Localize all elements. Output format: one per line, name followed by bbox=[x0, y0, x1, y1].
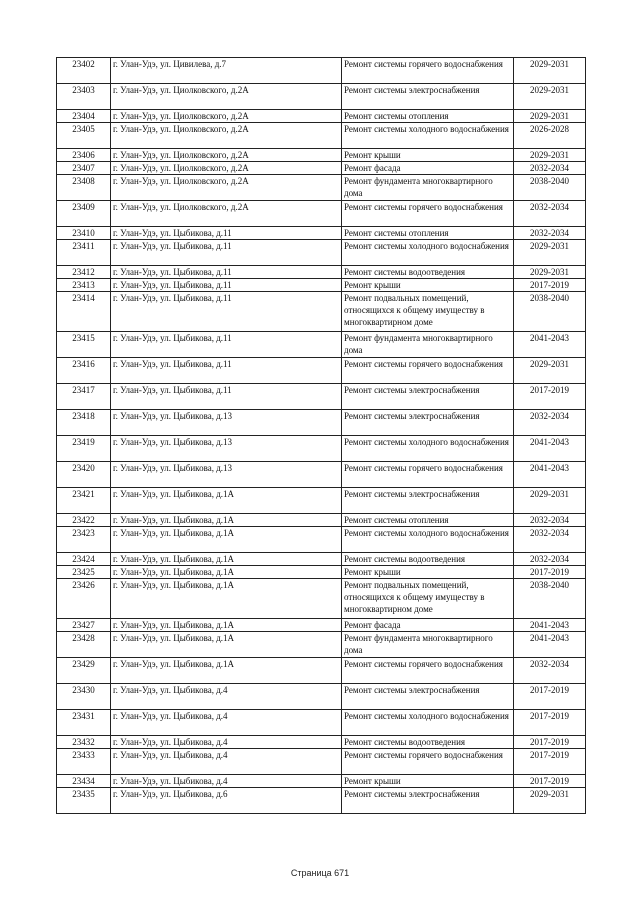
work-type-cell: Ремонт системы холодного водоснабжения bbox=[342, 710, 514, 736]
work-type-cell: Ремонт крыши bbox=[342, 149, 514, 162]
work-type-cell: Ремонт системы горячего водоснабжения bbox=[342, 749, 514, 775]
table-row bbox=[57, 566, 586, 579]
work-type-cell: Ремонт системы водоотведения bbox=[342, 553, 514, 566]
address-cell: г. Улан-Удэ, ул. Цыбикова, д.13 bbox=[111, 436, 342, 462]
period-cell: 2017-2019 bbox=[514, 279, 586, 292]
address-cell: г. Улан-Удэ, ул. Цыбикова, д.11 bbox=[111, 240, 342, 266]
work-type-cell: Ремонт системы электроснабжения bbox=[342, 684, 514, 710]
record-id-cell: 23427 bbox=[57, 619, 111, 632]
table-body bbox=[57, 58, 586, 814]
period-cell: 2029-2031 bbox=[514, 149, 586, 162]
address-cell: г. Улан-Удэ, ул. Цыбикова, д.1А bbox=[111, 527, 342, 553]
period-cell: 2029-2031 bbox=[514, 358, 586, 384]
record-id-cell: 23418 bbox=[57, 410, 111, 436]
table-row bbox=[57, 658, 586, 684]
period-cell: 2038-2040 bbox=[514, 175, 586, 201]
period-cell: 2017-2019 bbox=[514, 684, 586, 710]
period-cell: 2041-2043 bbox=[514, 332, 586, 358]
record-id-cell: 23429 bbox=[57, 658, 111, 684]
period-cell: 2038-2040 bbox=[514, 292, 586, 332]
period-cell: 2038-2040 bbox=[514, 579, 586, 619]
work-type-cell: Ремонт системы холодного водоснабжения bbox=[342, 527, 514, 553]
work-type-cell: Ремонт системы горячего водоснабжения bbox=[342, 658, 514, 684]
table-row bbox=[57, 149, 586, 162]
record-id-cell: 23430 bbox=[57, 684, 111, 710]
address-cell: г. Улан-Удэ, ул. Циолковского, д.2А bbox=[111, 84, 342, 110]
period-cell: 2017-2019 bbox=[514, 566, 586, 579]
period-cell: 2041-2043 bbox=[514, 619, 586, 632]
record-id-cell: 23421 bbox=[57, 488, 111, 514]
address-cell: г. Улан-Удэ, ул. Цыбикова, д.13 bbox=[111, 410, 342, 436]
record-id-cell: 23415 bbox=[57, 332, 111, 358]
address-cell: г. Улан-Удэ, ул. Циолковского, д.2А bbox=[111, 162, 342, 175]
record-id-cell: 23408 bbox=[57, 175, 111, 201]
record-id-cell: 23417 bbox=[57, 384, 111, 410]
record-id-cell: 23412 bbox=[57, 266, 111, 279]
work-type-cell: Ремонт системы электроснабжения bbox=[342, 488, 514, 514]
record-id-cell: 23432 bbox=[57, 736, 111, 749]
address-cell: г. Улан-Удэ, ул. Цыбикова, д.11 bbox=[111, 279, 342, 292]
table-row bbox=[57, 58, 586, 84]
work-type-cell: Ремонт фундамента многоквартирного дома bbox=[342, 332, 514, 358]
table-row bbox=[57, 240, 586, 266]
period-cell: 2032-2034 bbox=[514, 410, 586, 436]
period-cell: 2032-2034 bbox=[514, 201, 586, 227]
record-id-cell: 23431 bbox=[57, 710, 111, 736]
table-row bbox=[57, 175, 586, 201]
record-id-cell: 23416 bbox=[57, 358, 111, 384]
record-id-cell: 23423 bbox=[57, 527, 111, 553]
record-id-cell: 23406 bbox=[57, 149, 111, 162]
address-cell: г. Улан-Удэ, ул. Цыбикова, д.1А bbox=[111, 488, 342, 514]
record-id-cell: 23402 bbox=[57, 58, 111, 84]
work-type-cell: Ремонт фундамента многоквартирного дома bbox=[342, 632, 514, 658]
table-row bbox=[57, 749, 586, 775]
table-row bbox=[57, 488, 586, 514]
table-row bbox=[57, 632, 586, 658]
address-cell: г. Улан-Удэ, ул. Циолковского, д.2А bbox=[111, 175, 342, 201]
table-row bbox=[57, 384, 586, 410]
address-cell: г. Улан-Удэ, ул. Цыбикова, д.11 bbox=[111, 266, 342, 279]
record-id-cell: 23428 bbox=[57, 632, 111, 658]
work-type-cell: Ремонт подвальных помещений, относящихся к общему имуществу в многоквартирном доме bbox=[342, 579, 514, 619]
table-row bbox=[57, 553, 586, 566]
address-cell: г. Улан-Удэ, ул. Цыбикова, д.11 bbox=[111, 332, 342, 358]
work-type-cell: Ремонт системы холодного водоснабжения bbox=[342, 436, 514, 462]
record-id-cell: 23409 bbox=[57, 201, 111, 227]
table-row bbox=[57, 684, 586, 710]
period-cell: 2041-2043 bbox=[514, 436, 586, 462]
record-id-cell: 23434 bbox=[57, 775, 111, 788]
period-cell: 2029-2031 bbox=[514, 266, 586, 279]
work-type-cell: Ремонт подвальных помещений, относящихся к общему имуществу в многоквартирном доме bbox=[342, 292, 514, 332]
address-cell: г. Улан-Удэ, ул. Цыбикова, д.4 bbox=[111, 710, 342, 736]
work-type-cell: Ремонт фасада bbox=[342, 619, 514, 632]
work-type-cell: Ремонт системы горячего водоснабжения bbox=[342, 58, 514, 84]
table-row bbox=[57, 462, 586, 488]
record-id-cell: 23413 bbox=[57, 279, 111, 292]
table-row bbox=[57, 292, 586, 332]
period-cell: 2032-2034 bbox=[514, 553, 586, 566]
address-cell: г. Улан-Удэ, ул. Циолковского, д.2А bbox=[111, 123, 342, 149]
period-cell: 2029-2031 bbox=[514, 488, 586, 514]
address-cell: г. Улан-Удэ, ул. Цыбикова, д.11 bbox=[111, 358, 342, 384]
table-row bbox=[57, 710, 586, 736]
work-type-cell: Ремонт системы горячего водоснабжения bbox=[342, 201, 514, 227]
period-cell: 2029-2031 bbox=[514, 58, 586, 84]
work-type-cell: Ремонт крыши bbox=[342, 775, 514, 788]
record-id-cell: 23404 bbox=[57, 110, 111, 123]
work-type-cell: Ремонт крыши bbox=[342, 566, 514, 579]
address-cell: г. Улан-Удэ, ул. Цыбикова, д.4 bbox=[111, 684, 342, 710]
work-type-cell: Ремонт системы холодного водоснабжения bbox=[342, 240, 514, 266]
record-id-cell: 23426 bbox=[57, 579, 111, 619]
page-number: Страница 671 bbox=[290, 868, 350, 878]
table-row bbox=[57, 775, 586, 788]
record-id-cell: 23425 bbox=[57, 566, 111, 579]
address-cell: г. Улан-Удэ, ул. Цыбикова, д.11 bbox=[111, 227, 342, 240]
table-row bbox=[57, 201, 586, 227]
work-type-cell: Ремонт фундамента многоквартирного дома bbox=[342, 175, 514, 201]
table-row bbox=[57, 527, 586, 553]
table-row bbox=[57, 358, 586, 384]
period-cell: 2041-2043 bbox=[514, 462, 586, 488]
period-cell: 2026-2028 bbox=[514, 123, 586, 149]
work-type-cell: Ремонт системы отопления bbox=[342, 227, 514, 240]
period-cell: 2017-2019 bbox=[514, 736, 586, 749]
table-row bbox=[57, 123, 586, 149]
period-cell: 2032-2034 bbox=[514, 658, 586, 684]
record-id-cell: 23405 bbox=[57, 123, 111, 149]
period-cell: 2029-2031 bbox=[514, 110, 586, 123]
period-cell: 2029-2031 bbox=[514, 240, 586, 266]
record-id-cell: 23435 bbox=[57, 788, 111, 814]
record-id-cell: 23433 bbox=[57, 749, 111, 775]
record-id-cell: 23424 bbox=[57, 553, 111, 566]
table-row bbox=[57, 436, 586, 462]
period-cell: 2017-2019 bbox=[514, 749, 586, 775]
address-cell: г. Улан-Удэ, ул. Цыбикова, д.1А bbox=[111, 579, 342, 619]
address-cell: г. Улан-Удэ, ул. Цыбикова, д.4 bbox=[111, 749, 342, 775]
period-cell: 2041-2043 bbox=[514, 632, 586, 658]
address-cell: г. Улан-Удэ, ул. Цыбикова, д.6 bbox=[111, 788, 342, 814]
work-type-cell: Ремонт системы холодного водоснабжения bbox=[342, 123, 514, 149]
table-row bbox=[57, 162, 586, 175]
work-type-cell: Ремонт системы электроснабжения bbox=[342, 84, 514, 110]
address-cell: г. Улан-Удэ, ул. Цыбикова, д.1А bbox=[111, 658, 342, 684]
table-row bbox=[57, 514, 586, 527]
period-cell: 2032-2034 bbox=[514, 527, 586, 553]
period-cell: 2032-2034 bbox=[514, 162, 586, 175]
work-type-cell: Ремонт фасада bbox=[342, 162, 514, 175]
work-type-cell: Ремонт системы водоотведения bbox=[342, 736, 514, 749]
record-id-cell: 23419 bbox=[57, 436, 111, 462]
period-cell: 2017-2019 bbox=[514, 775, 586, 788]
address-cell: г. Улан-Удэ, ул. Цыбикова, д.11 bbox=[111, 292, 342, 332]
work-type-cell: Ремонт крыши bbox=[342, 279, 514, 292]
address-cell: г. Улан-Удэ, ул. Цыбикова, д.11 bbox=[111, 384, 342, 410]
address-cell: г. Улан-Удэ, ул. Цыбикова, д.4 bbox=[111, 736, 342, 749]
address-cell: г. Улан-Удэ, ул. Цыбикова, д.1А bbox=[111, 566, 342, 579]
address-cell: г. Улан-Удэ, ул. Циолковского, д.2А bbox=[111, 110, 342, 123]
table-row bbox=[57, 619, 586, 632]
record-id-cell: 23403 bbox=[57, 84, 111, 110]
table-row bbox=[57, 579, 586, 619]
address-cell: г. Улан-Удэ, ул. Цыбикова, д.1А bbox=[111, 553, 342, 566]
work-type-cell: Ремонт системы горячего водоснабжения bbox=[342, 462, 514, 488]
address-cell: г. Улан-Удэ, ул. Цыбикова, д.4 bbox=[111, 775, 342, 788]
record-id-cell: 23407 bbox=[57, 162, 111, 175]
period-cell: 2029-2031 bbox=[514, 84, 586, 110]
address-cell: г. Улан-Удэ, ул. Цыбикова, д.1А bbox=[111, 619, 342, 632]
record-id-cell: 23414 bbox=[57, 292, 111, 332]
period-cell: 2029-2031 bbox=[514, 788, 586, 814]
period-cell: 2032-2034 bbox=[514, 227, 586, 240]
work-type-cell: Ремонт системы отопления bbox=[342, 110, 514, 123]
record-id-cell: 23420 bbox=[57, 462, 111, 488]
period-cell: 2032-2034 bbox=[514, 514, 586, 527]
address-cell: г. Улан-Удэ, ул. Цивилева, д.7 bbox=[111, 58, 342, 84]
address-cell: г. Улан-Удэ, ул. Циолковского, д.2А bbox=[111, 149, 342, 162]
table-row bbox=[57, 227, 586, 240]
table-row bbox=[57, 410, 586, 436]
work-type-cell: Ремонт системы электроснабжения bbox=[342, 384, 514, 410]
record-id-cell: 23411 bbox=[57, 240, 111, 266]
table-row bbox=[57, 279, 586, 292]
work-type-cell: Ремонт системы отопления bbox=[342, 514, 514, 527]
address-cell: г. Улан-Удэ, ул. Цыбикова, д.13 bbox=[111, 462, 342, 488]
table-row bbox=[57, 788, 586, 814]
work-type-cell: Ремонт системы электроснабжения bbox=[342, 410, 514, 436]
address-cell: г. Улан-Удэ, ул. Цыбикова, д.1А bbox=[111, 632, 342, 658]
address-cell: г. Улан-Удэ, ул. Цыбикова, д.1А bbox=[111, 514, 342, 527]
work-type-cell: Ремонт системы водоотведения bbox=[342, 266, 514, 279]
address-cell: г. Улан-Удэ, ул. Циолковского, д.2А bbox=[111, 201, 342, 227]
record-id-cell: 23422 bbox=[57, 514, 111, 527]
period-cell: 2017-2019 bbox=[514, 384, 586, 410]
work-type-cell: Ремонт системы электроснабжения bbox=[342, 788, 514, 814]
table-row bbox=[57, 110, 586, 123]
period-cell: 2017-2019 bbox=[514, 710, 586, 736]
table-row bbox=[57, 266, 586, 279]
record-id-cell: 23410 bbox=[57, 227, 111, 240]
table-row bbox=[57, 736, 586, 749]
table-row bbox=[57, 84, 586, 110]
table-row bbox=[57, 332, 586, 358]
work-type-cell: Ремонт системы горячего водоснабжения bbox=[342, 358, 514, 384]
repair-schedule-table bbox=[56, 57, 586, 814]
